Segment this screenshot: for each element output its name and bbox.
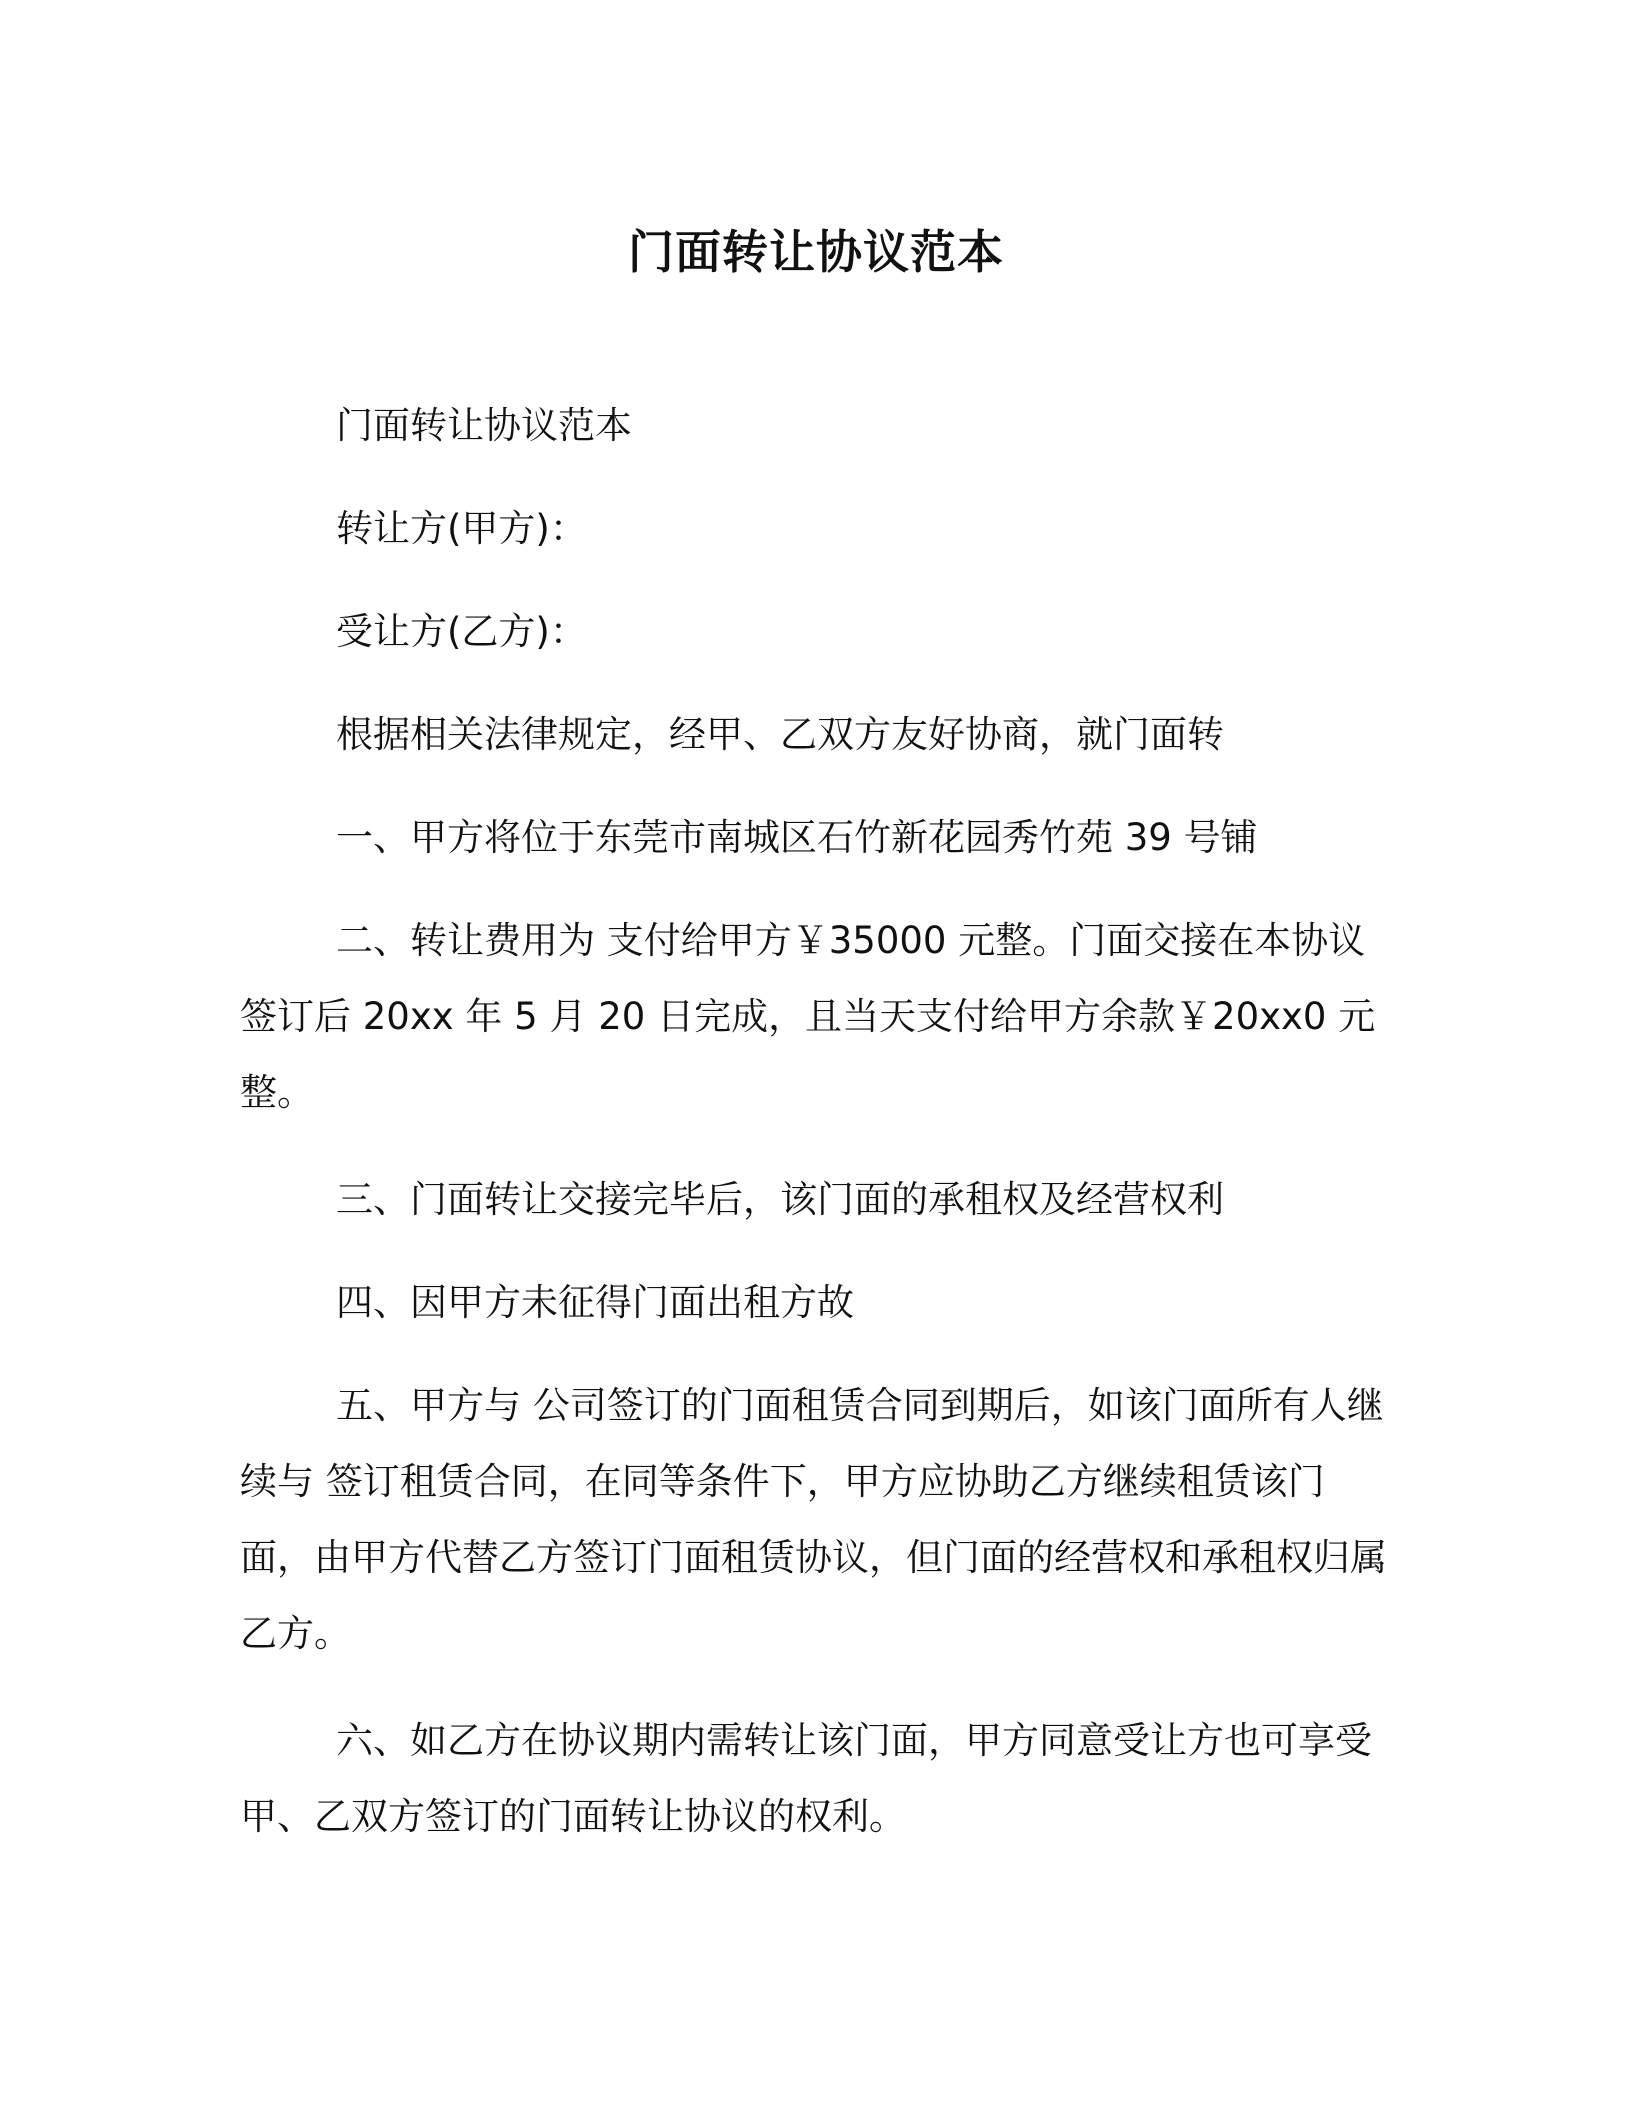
paragraph-preamble: 根据相关法律规定，经甲、乙双方友好协商，就门面转 (336, 713, 1224, 756)
paragraph-clause-6: 六、如乙方在协议期内需转让该门面，甲方同意受让方也可享受甲、乙双方签订的门面转让协议的权利。 (240, 1719, 1372, 1838)
paragraph-clause-1: 一、甲方将位于东莞市南城区石竹新花园秀竹苑 39 号铺 (336, 816, 1258, 859)
document-body (240, 388, 1392, 1882)
paragraph-transferor: 转让方(甲方)： (336, 507, 587, 550)
paragraph-clause-4: 四、因甲方未征得门面出租方故 (336, 1281, 854, 1324)
paragraph-clause-5: 五、甲方与 公司签订的门面租赁合同到期后，如该门面所有人继续与 签订租赁合同，在同等条件下，甲方应协助乙方继续租赁该门面，由甲方代替乙方签订门面租赁协议，但门面的经营权和承租权归属乙方。 (240, 1384, 1387, 1655)
document-title: 门面转让协议范本 (628, 225, 1004, 279)
paragraph-transferee: 受让方(乙方)： (336, 610, 587, 653)
paragraph-clause-2: 二、转让费用为 支付给甲方￥35000 元整。门面交接在本协议签订后 20xx 年 5 月 20 日完成，且当天支付给甲方余款￥20xx0 元整。 (240, 919, 1376, 1114)
paragraph-clause-3: 三、门面转让交接完毕后，该门面的承租权及经营权利 (336, 1178, 1224, 1221)
paragraph-subtitle: 门面转让协议范本 (336, 404, 632, 447)
